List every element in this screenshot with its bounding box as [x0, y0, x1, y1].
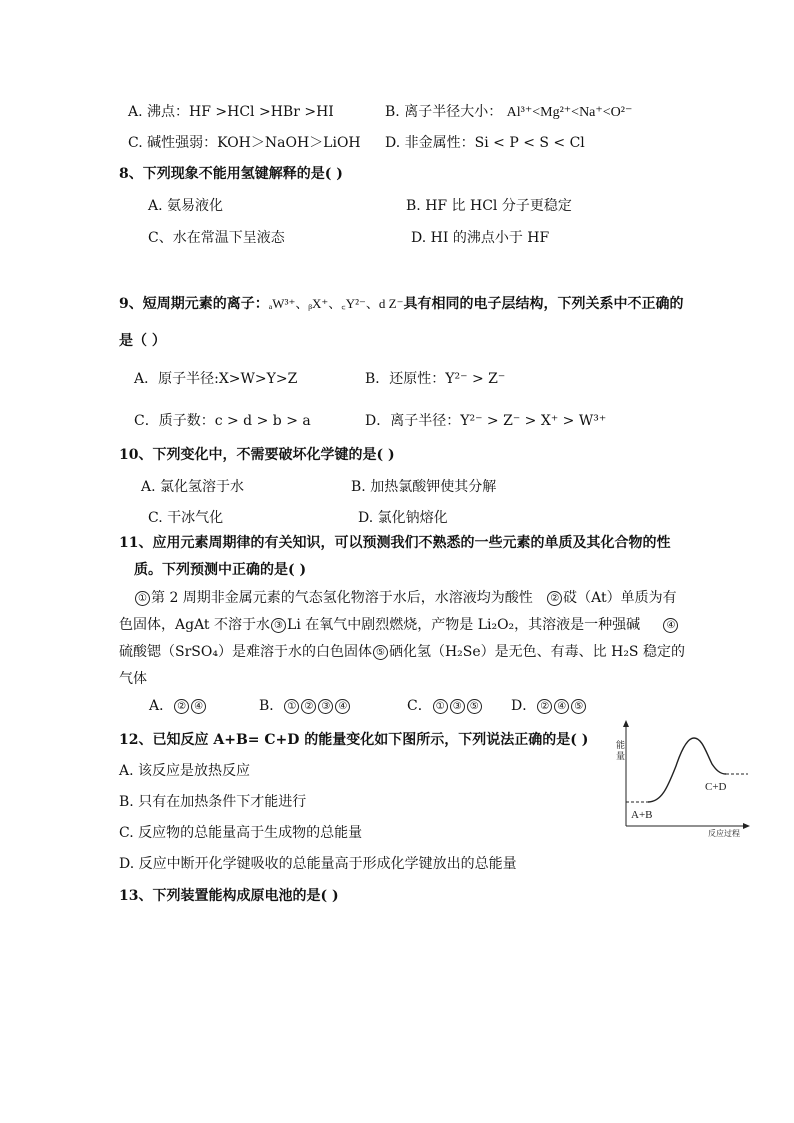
q10-option-b: B. 加热氯酸钾使其分解: [351, 479, 497, 495]
q11-statements-line1: [134, 588, 677, 608]
q12-stem: 12、已知反应 A+B= C+D 的能量变化如下图所示，下列说法正确的是( ): [119, 732, 589, 748]
q9-stem-line2: 是（ ）: [119, 333, 166, 349]
q12-option-a: A. 该反应是放热反应: [119, 763, 251, 779]
q12-option-d: D. 反应中断开化学键吸收的总能量高于形成化学键放出的总能量: [119, 856, 517, 872]
reactants-label: A+B: [631, 809, 653, 821]
q9-stem: [119, 294, 683, 314]
q11-stem-line2: 质。下列预测中正确的是( ): [134, 562, 307, 578]
circle-3: ③: [271, 618, 286, 633]
q8-stem: 8、下列现象不能用氢键解释的是( ): [119, 166, 343, 182]
q12-option-b: B. 只有在加热条件下才能进行: [119, 794, 307, 810]
x-axis-label: 反应过程: [708, 829, 740, 838]
products-label: C+D: [705, 781, 727, 793]
circle-2: ②: [547, 591, 562, 606]
q9-option-d: D．离子半径：Y²⁻ > Z⁻ > X⁺ > W³⁺: [365, 413, 607, 429]
q11-statement-4: 硫酸锶（SrSO₄）是难溶于水的白色固体: [119, 644, 372, 660]
q7-option-a: A. 沸点：HF >HCl >HBr >HI: [128, 104, 334, 120]
q11-statement-1: 第 2 周期非金属元素的气态氢化物溶于水后，水溶液均为酸性: [151, 590, 533, 606]
q8-option-a: A. 氨易液化: [148, 198, 224, 214]
circle-2: ②: [174, 699, 189, 714]
circle-4: ④: [554, 699, 569, 714]
q9-option-a: A．原子半径:X>W>Y>Z: [134, 371, 298, 387]
circle-2: ②: [537, 699, 552, 714]
q11-option-d: [511, 698, 587, 714]
q10-stem: 10、下列变化中，不需要破坏化学键的是( ): [119, 447, 395, 463]
q9-option-b: B．还原性：Y²⁻ > Z⁻: [365, 371, 506, 387]
q13-stem: 13、下列装置能构成原电池的是( ): [119, 888, 339, 904]
circle-5: ⑤: [571, 699, 586, 714]
circle-4: ④: [191, 699, 206, 714]
circle-3: ③: [318, 699, 333, 714]
q12-option-c: C. 反应物的总能量高于生成物的总能量: [119, 825, 363, 841]
q10-option-a: A. 氯化氢溶于水: [141, 479, 245, 495]
q11-option-a: [149, 696, 259, 716]
q11-option-c-label: C．: [407, 698, 432, 714]
x-axis-arrow: [743, 823, 750, 829]
q11-statement-5b: 气体: [119, 671, 147, 687]
q8-option-d: D. HI 的沸点小于 HF: [411, 230, 550, 246]
circle-1: ①: [135, 591, 150, 606]
q11-statement-2: 砹（At）单质为有: [563, 590, 677, 606]
q9-stem-prefix: 9、短周期元素的离子：: [119, 296, 269, 312]
q11-statement-2b: 色固体，AgAt 不溶于水: [119, 617, 271, 633]
circle-2: ②: [301, 699, 316, 714]
q10-option-c: C. 干冰气化: [148, 510, 224, 526]
circle-1: ①: [433, 699, 448, 714]
q9-option-c: C．质子数：c > d > b > a: [134, 413, 311, 429]
circle-3: ③: [450, 699, 465, 714]
q11-statement-5: 硒化氢（H₂Se）是无色、有毒、比 H₂S 稳定的: [388, 644, 685, 660]
q11-option-b: [259, 696, 407, 716]
circle-5: ⑤: [373, 645, 388, 660]
q11-stem-line1: 11、应用元素周期律的有关知识，可以预测我们不熟悉的一些元素的单质及其化合物的性: [119, 535, 671, 551]
q7-option-b-text: B. 离子半径大小：: [385, 104, 503, 120]
q11-options: [149, 696, 587, 716]
energy-diagram: [600, 718, 752, 838]
q7-option-c: C. 碱性强弱：KOH＞NaOH＞LiOH: [128, 135, 361, 151]
y-axis-label-char-2: 量: [616, 751, 626, 761]
q11-option-a-label: A．: [149, 698, 174, 714]
q11-statement-3: Li 在氧气中剧烈燃烧，产物是 Li₂O₂，其溶液是一种强碱: [287, 617, 641, 633]
circle-4: ④: [663, 618, 678, 633]
q11-statements-line2: [119, 615, 679, 635]
circle-4: ④: [335, 699, 350, 714]
y-axis-arrow: [623, 720, 629, 727]
circle-5: ⑤: [467, 699, 482, 714]
q11-option-c: [407, 696, 511, 716]
q11-statements-line3: [119, 642, 685, 662]
q9-stem-suffix: 具有相同的电子层结构，下列关系中不正确的: [403, 296, 684, 312]
q11-option-d-label: D．: [511, 698, 537, 714]
q8-option-b: B. HF 比 HCl 分子更稳定: [406, 198, 572, 214]
q9-ions: ₐW³⁺、ᵦX⁺、꜀Y²⁻、d Z⁻: [268, 296, 404, 311]
q7-option-d: D. 非金属性：Si < P < S < Cl: [385, 135, 585, 151]
q11-option-b-label: B．: [259, 698, 284, 714]
q7-option-b: [385, 102, 632, 123]
circle-1: ①: [284, 699, 299, 714]
y-axis-label-char-1: 能: [616, 740, 626, 750]
q10-option-d: D. 氯化钠熔化: [358, 510, 448, 526]
q7-option-b-formula: Al³⁺<Mg²⁺<Na⁺<O²⁻: [506, 105, 633, 120]
q8-option-c: C、水在常温下呈液态: [148, 230, 285, 246]
